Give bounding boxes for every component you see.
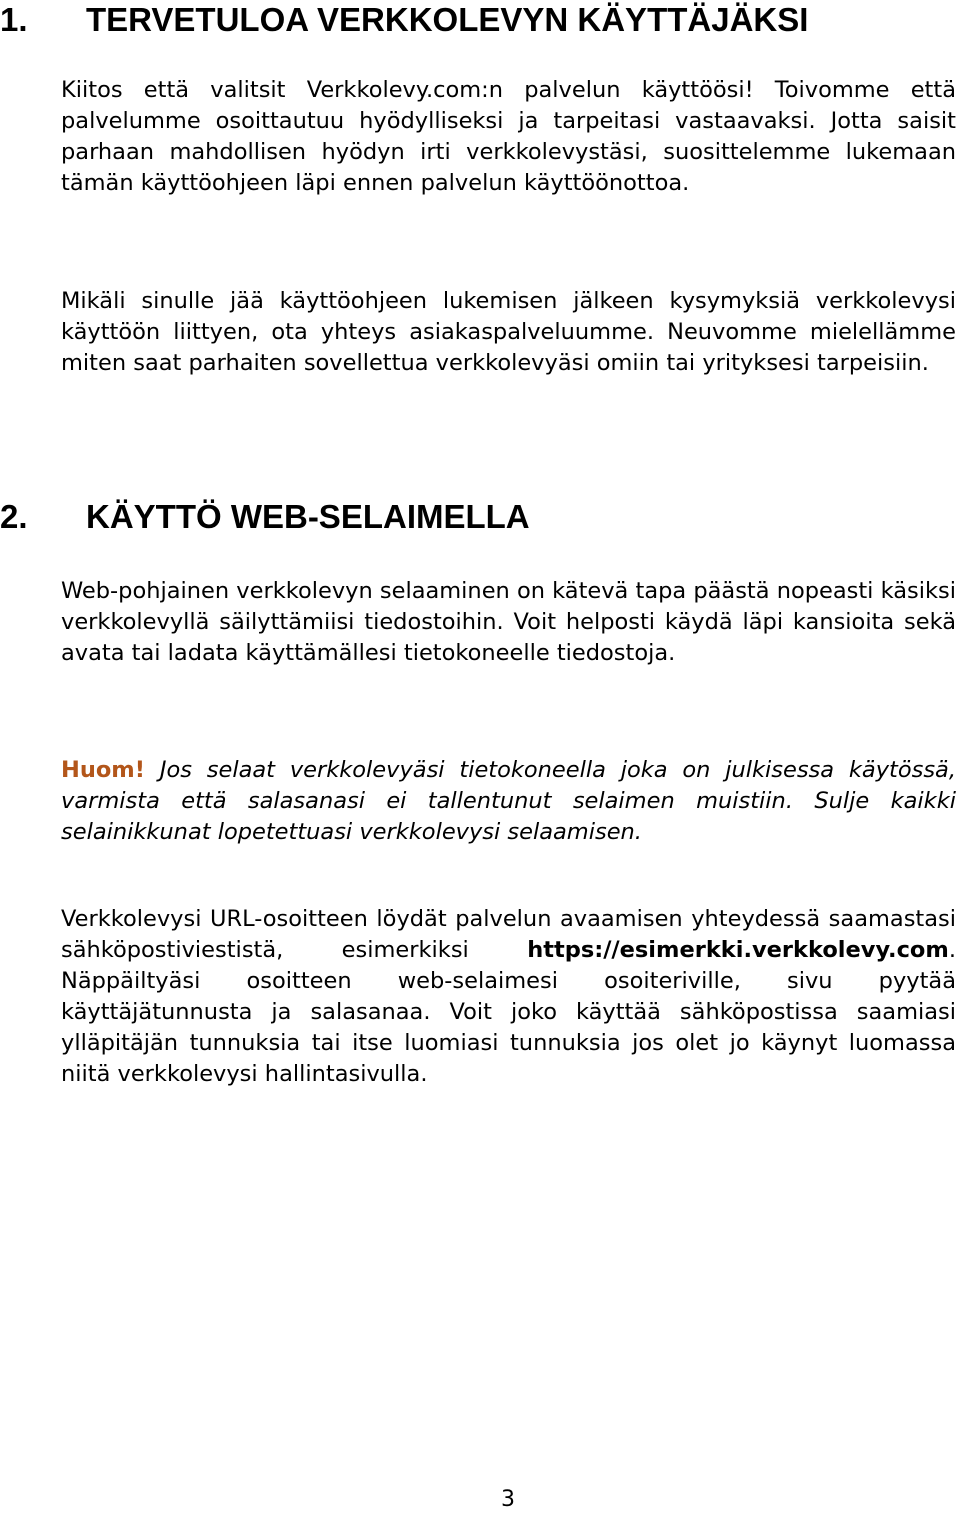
section-1-heading — [0, 0, 808, 40]
section-1-number: 1. — [0, 1, 28, 38]
section-2-note — [61, 755, 956, 848]
section-1-paragraph-1: Kiitos että valitsit Verkkolevy.com:n palvelun käyttöösi! Toivomme että palvelumme osoittautuu hyödylliseksi ja tarpeitasi vastaavaksi. Jotta saisit parhaan mahdollisen hyödyn irti verkkolevystäsi, suosittelemme lukemaan tämän käyttöohjeen läpi ennen palvelun käyttöönottoa. — [61, 77, 956, 196]
section-2-number: 2. — [0, 498, 28, 535]
section-2-title: KÄYTTÖ WEB-SELAIMELLA — [86, 498, 530, 535]
section-2-heading — [0, 497, 530, 537]
section-2-paragraph-3 — [61, 904, 956, 1090]
paragraph-3-rest: . Näppäiltyäsi osoitteen web-selaimesi osoiteriville, sivu pyytää käyttäjätunnusta ja salasanaa. Voit joko käyttää sähköpostissa saamiasi ylläpitäjän tunnuksia tai itse luomiasi tunnuksia jos olet jo käynyt luomassa niitä verkkolevysi hallintasivulla. — [61, 937, 956, 1087]
example-url: https://esimerkki.verkkolevy.com — [527, 937, 949, 963]
section-2-paragraph-1: Web-pohjainen verkkolevyn selaaminen on kätevä tapa päästä nopeasti käsiksi verkkolevyllä säilyttämiisi tiedostoihin. Voit helposti käydä läpi kansioita sekä avata tai ladata käyttämällesi tietokoneelle tiedostoja. — [61, 578, 956, 666]
note-label: Huom! — [61, 757, 146, 783]
section-1-title: TERVETULOA VERKKOLEVYN KÄYTTÄJÄKSI — [86, 1, 809, 38]
page-number: 3 — [501, 1487, 515, 1512]
section-1-paragraph-2: Mikäli sinulle jää käyttöohjeen lukemisen jälkeen kysymyksiä verkkolevysi käyttöön liittyen, ota yhteys asiakaspalveluumme. Neuvomme mielellämme miten saat parhaiten sovellettua verkkolevyäsi omiin tai yrityksesi tarpeisiin. — [61, 288, 956, 376]
paragraph-3-intro: Verkkolevysi URL-osoitteen löydät palvelun avaamisen yhteydessä saamastasi sähköpostiviestistä, esimerkiksi — [61, 906, 956, 963]
note-text: Jos selaat verkkolevyäsi tietokoneella joka on julkisessa käytössä, varmista että salasanasi ei tallentunut selaimen muistiin. Sulje kaikki selainikkunat lopetettuasi verkkolevysi selaamisen. — [61, 757, 957, 845]
